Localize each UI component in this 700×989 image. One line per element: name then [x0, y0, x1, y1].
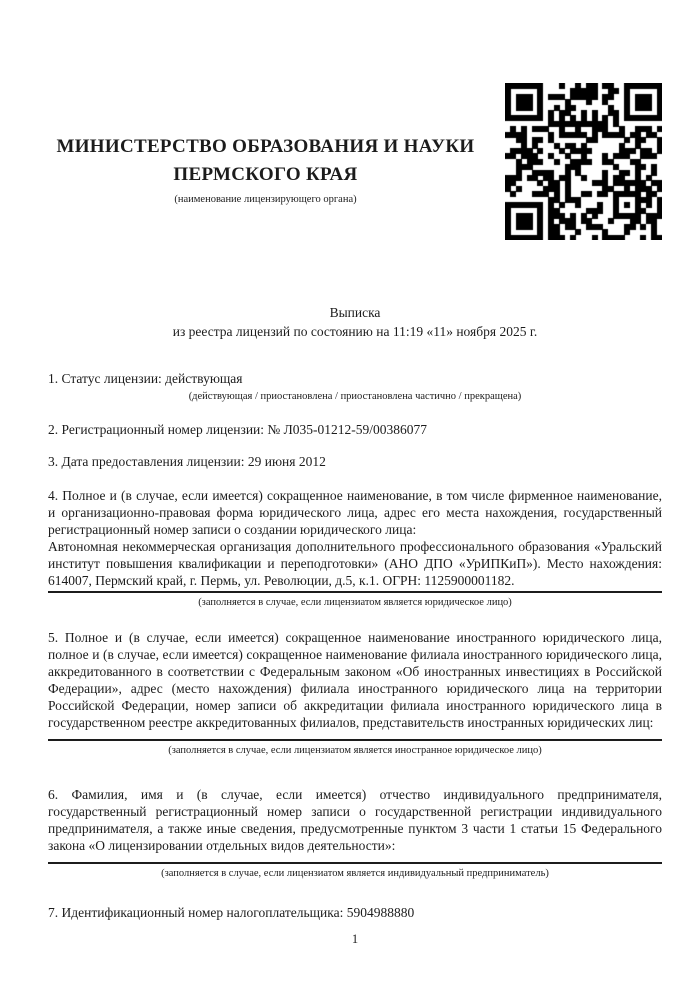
document-title: Выписка — [329, 305, 381, 320]
taxpayer-number-text: 7. Идентификационный номер налогоплательщика: 5904988880 — [48, 905, 415, 920]
ministry-name-line2: ПЕРМСКОГО КРАЯ — [173, 164, 358, 185]
qr-code-icon — [505, 83, 662, 240]
license-items — [48, 370, 662, 921]
fill-line-rule — [48, 591, 662, 593]
fill-line-rule — [48, 862, 662, 864]
entrepreneur-caption: (заполняется в случае, если лицензиатом является индивидуальный предприниматель) — [161, 868, 549, 879]
item-foreign-legal-entity — [48, 629, 662, 757]
fill-line-rule — [48, 739, 662, 741]
legal-entity-question: 4. Полное и (в случае, если имеется) сокращенное наименование, в том числе фирменное наименование, и организационно-правовая форма юридического лица, адрес его места нахождения, государственный регистрационный номер записи о создании юридического лица: — [48, 488, 662, 537]
item-registration-number — [48, 421, 662, 438]
item-license-date — [48, 453, 662, 470]
legal-entity-value: Автономная некоммерческая организация дополнительного профессионального образования «Уральский институт повышения квалификации и переподготовки» (АНО ДПО «УрИПКиП»). Место нахождения: 614007, Пермский край, г. Пермь, ул. Революции, д.5, к.1. ОГРН: 1125900001182. — [48, 539, 662, 588]
qr-code-canvas — [505, 83, 662, 240]
entrepreneur-question: 6. Фамилия, имя и (в случае, если имеется) отчество индивидуального предпринимателя, государственный регистрационный номер записи о государственной регистрации индивидуального предпринимателя, а также иные сведения, предусмотренные пунктом 3 части 1 статьи 15 Федерального закона «О лицензировании отдельных видов деятельности»: — [48, 787, 662, 853]
document-header — [48, 0, 662, 240]
license-date-text: 3. Дата предоставления лицензии: 29 июня 2012 — [48, 454, 326, 469]
page-number: 1 — [351, 932, 359, 946]
ministry-caption: (наименование лицензирующего органа) — [174, 194, 357, 205]
item-taxpayer-number — [48, 904, 662, 921]
license-status-text: 1. Статус лицензии: действующая — [48, 371, 243, 386]
licensing-authority-block — [48, 83, 505, 206]
item-individual-entrepreneur — [48, 786, 662, 880]
document-title-block — [48, 303, 662, 341]
document-subtitle: из реестра лицензий по состоянию на 11:19 «11» ноября 2025 г. — [172, 324, 538, 339]
license-status-options-caption: (действующая / приостановлена / приостановлена частично / прекращена) — [188, 391, 522, 402]
foreign-entity-question: 5. Полное и (в случае, если имеется) сокращенное наименование иностранного юридического лица, полное и (в случае, если имеется) сокращенное наименование филиала иностранного юридического лица, аккредитованного в соответствии с Федеральным законом «Об иностранных инвестициях в Российской Федерации», адрес (место нахождения) филиала иностранного юридического лица на территории Российской Федерации, номер записи об аккредитации филиала иностранного юридического лица в государственном реестре аккредитованных филиалов, представительств иностранных юридических лиц: — [48, 630, 662, 730]
legal-entity-caption: (заполняется в случае, если лицензиатом является юридическое лицо) — [198, 597, 512, 608]
ministry-name-line1: МИНИСТЕРСТВО ОБРАЗОВАНИЯ И НАУКИ — [56, 136, 475, 157]
registration-number-text: 2. Регистрационный номер лицензии: № Л035-01212-59/00386077 — [48, 422, 428, 437]
item-license-status — [48, 370, 662, 403]
item-legal-entity — [48, 487, 662, 609]
foreign-entity-caption: (заполняется в случае, если лицензиатом является иностранное юридическое лицо) — [168, 745, 542, 756]
